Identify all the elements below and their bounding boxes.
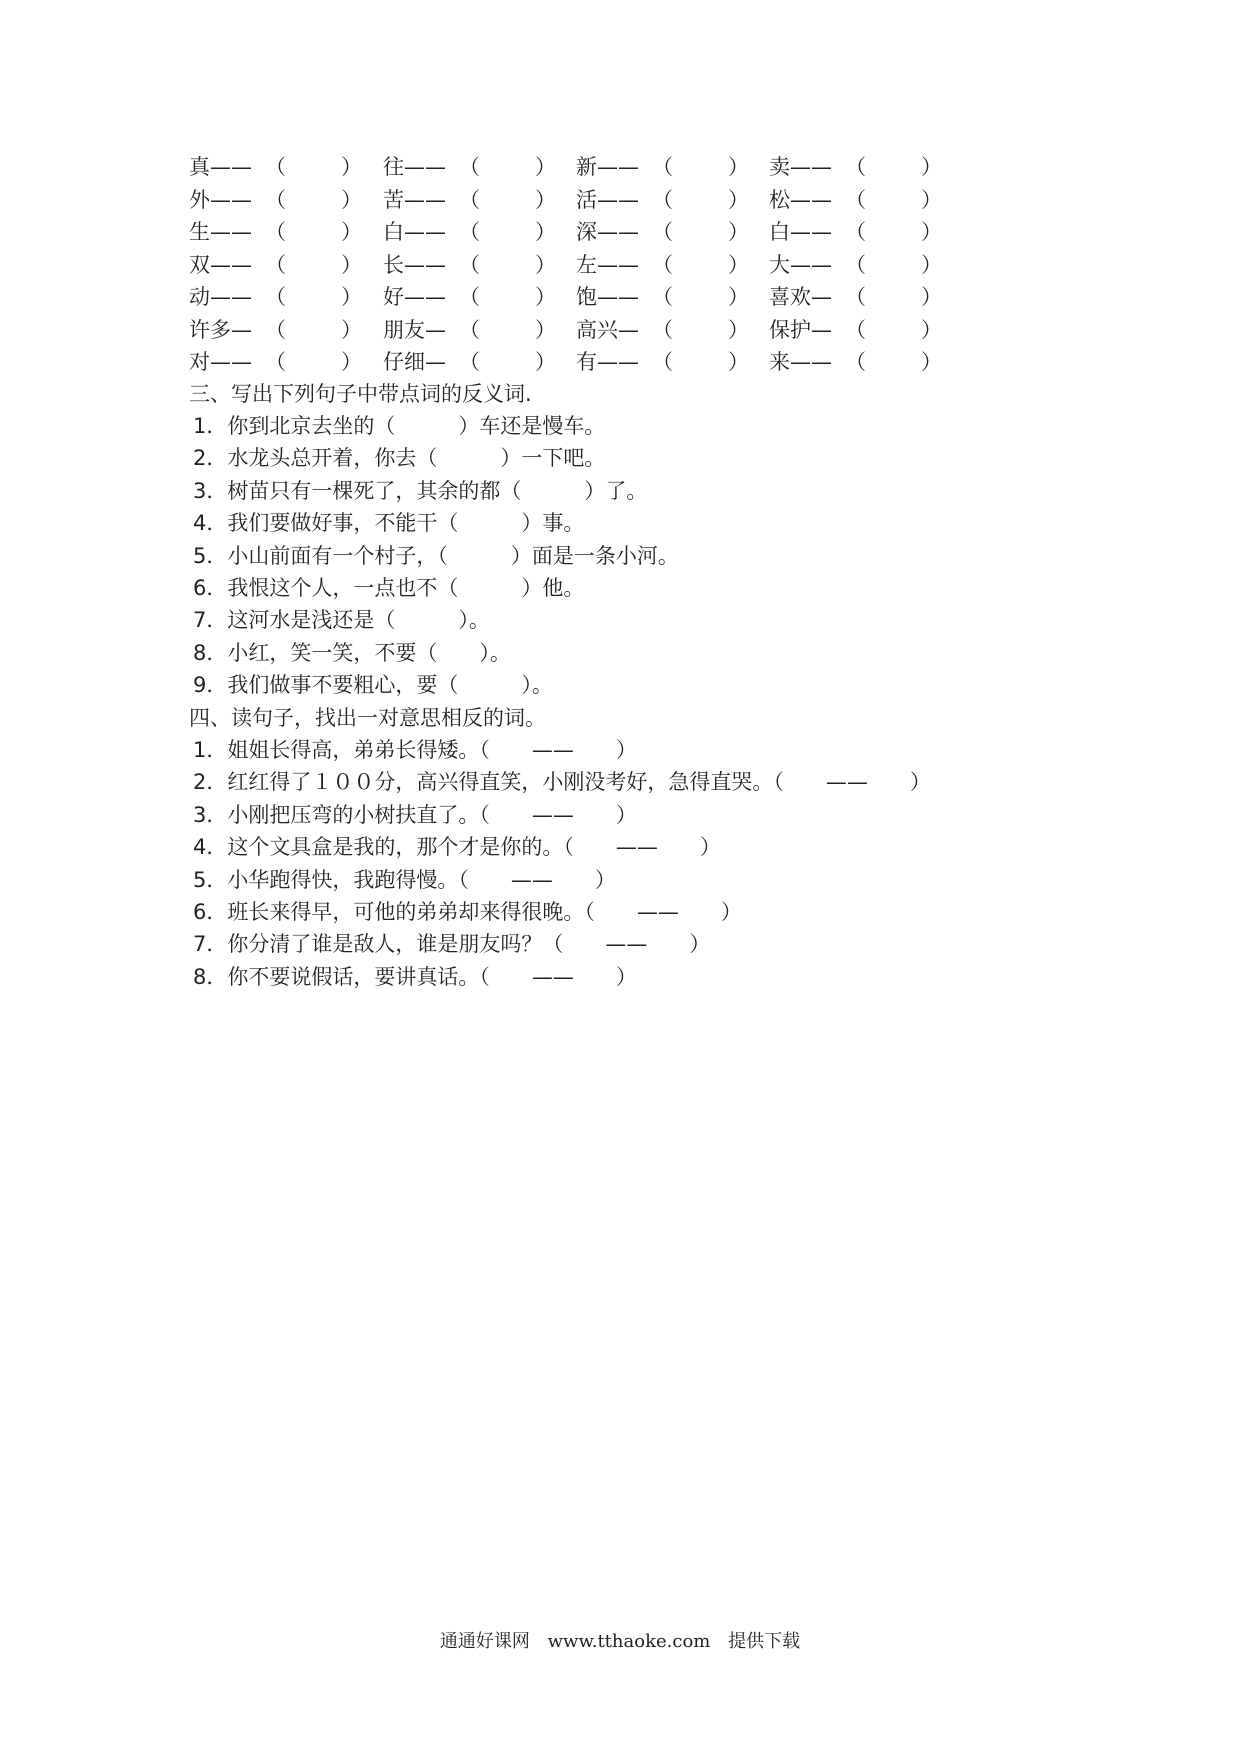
cell-word: 好	[383, 285, 404, 309]
cell-dash: ——	[790, 350, 832, 374]
cell-dash: ——	[404, 252, 446, 277]
cell-dash: ——	[404, 155, 446, 179]
cell-word: 动	[189, 285, 210, 309]
answer-blank-open[interactable]: （	[652, 285, 673, 309]
antonym-cell	[383, 216, 556, 248]
antonym-cell	[769, 314, 942, 346]
cell-dash: ——	[790, 220, 832, 244]
answer-blank-open[interactable]: （	[845, 317, 866, 342]
answer-blank-close: ）	[728, 285, 749, 309]
cell-dash: —	[618, 317, 639, 342]
cell-word: 仔细	[383, 350, 425, 374]
antonym-cell	[769, 151, 942, 183]
answer-blank-close: ）	[728, 220, 749, 244]
answer-blank-close: ）	[921, 220, 942, 244]
cell-dash: ——	[790, 155, 832, 179]
antonym-cell	[383, 281, 556, 313]
answer-blank-open[interactable]: （	[652, 220, 673, 244]
cell-dash: ——	[210, 187, 252, 212]
section4-question: 4．这个文具盒是我的，那个才是你的。（ —— ）	[193, 835, 721, 860]
answer-blank-open[interactable]: （	[652, 350, 673, 374]
answer-blank-close: ）	[728, 317, 749, 342]
section3-question: 3．树苗只有一棵死了，其余的都（ ）了。	[193, 478, 648, 503]
cell-dash: —	[425, 317, 446, 342]
cell-word: 卖	[769, 155, 790, 179]
cell-word: 双	[189, 252, 210, 277]
cell-word: 苦	[383, 187, 404, 212]
cell-dash: ——	[790, 187, 832, 212]
cell-dash: —	[811, 317, 832, 342]
section3-question: 1．你到北京去坐的（ ）车还是慢车。	[193, 414, 606, 438]
answer-blank-open[interactable]: （	[459, 187, 480, 212]
answer-blank-open[interactable]: （	[459, 252, 480, 277]
section4-question: 8．你不要说假话，要讲真话。（ —— ）	[193, 964, 637, 989]
answer-blank-open[interactable]: （	[459, 220, 480, 244]
answer-blank-open[interactable]: （	[265, 285, 286, 309]
section4-question: 3．小刚把压弯的小树扶直了。（ —— ）	[193, 802, 637, 827]
cell-word: 松	[769, 187, 790, 212]
answer-blank-close: ）	[921, 155, 942, 179]
answer-blank-close: ）	[728, 155, 749, 179]
answer-blank-close: ）	[921, 252, 942, 277]
antonym-cell	[189, 151, 362, 183]
antonym-cell	[189, 184, 362, 216]
answer-blank-close: ）	[535, 350, 556, 374]
antonym-cell	[189, 314, 362, 346]
cell-dash: ——	[597, 350, 639, 374]
antonym-cell	[576, 314, 749, 346]
antonym-cell	[576, 281, 749, 313]
antonym-cell	[769, 216, 942, 248]
section4-question: 1．姐姐长得高，弟弟长得矮。（ —— ）	[193, 738, 637, 762]
cell-dash: ——	[597, 187, 639, 212]
antonym-cell	[576, 249, 749, 281]
cell-word: 饱	[576, 285, 597, 309]
section4-question: 2．红红得了１００分，高兴得直笑，小刚没考好，急得直哭。（ —— ）	[193, 770, 931, 795]
cell-word: 白	[383, 220, 404, 244]
answer-blank-open[interactable]: （	[265, 155, 286, 179]
antonym-cell	[576, 184, 749, 216]
cell-word: 活	[576, 187, 597, 212]
answer-blank-close: ）	[921, 350, 942, 374]
cell-dash: —	[811, 285, 832, 309]
answer-blank-close: ）	[728, 187, 749, 212]
antonym-cell	[383, 346, 556, 378]
antonym-cell	[383, 184, 556, 216]
cell-word: 白	[769, 220, 790, 244]
antonym-cell	[189, 281, 362, 313]
answer-blank-close: ）	[535, 220, 556, 244]
answer-blank-open[interactable]: （	[652, 317, 673, 342]
antonym-cell	[769, 346, 942, 378]
section3-question: 2．水龙头总开着，你去（ ）一下吧。	[193, 446, 606, 471]
cell-dash: ——	[210, 155, 252, 179]
answer-blank-close: ）	[921, 317, 942, 342]
antonym-cell	[769, 281, 942, 313]
cell-word: 长	[383, 252, 404, 277]
cell-dash: ——	[210, 220, 252, 244]
answer-blank-close: ）	[341, 285, 362, 309]
cell-word: 新	[576, 155, 597, 179]
cell-word: 高兴	[576, 317, 618, 342]
answer-blank-close: ）	[728, 350, 749, 374]
cell-dash: ——	[404, 187, 446, 212]
antonym-cell	[576, 346, 749, 378]
antonym-cell	[769, 249, 942, 281]
section4-question: 7．你分清了谁是敌人，谁是朋友吗？（ —— ）	[193, 932, 711, 957]
cell-word: 来	[769, 350, 790, 374]
cell-word: 左	[576, 252, 597, 277]
antonym-cell	[383, 249, 556, 281]
footer	[0, 1630, 1240, 1654]
cell-dash: ——	[790, 252, 832, 277]
answer-blank-close: ）	[341, 317, 362, 342]
cell-dash: ——	[210, 285, 252, 309]
cell-dash: ——	[210, 350, 252, 374]
answer-blank-open[interactable]: （	[459, 155, 480, 179]
footer-url[interactable]: www.tthaoke.com	[547, 1631, 711, 1652]
cell-word: 往	[383, 155, 404, 179]
cell-dash: —	[231, 317, 252, 342]
section4-question: 5．小华跑得快，我跑得慢。（ —— ）	[193, 867, 616, 892]
answer-blank-close: ）	[535, 187, 556, 212]
antonym-cell	[189, 216, 362, 248]
answer-blank-open[interactable]: （	[845, 252, 866, 277]
answer-blank-open[interactable]: （	[265, 252, 286, 277]
section3-question: 5．小山前面有一个村子，（ ）面是一条小河。	[193, 543, 679, 568]
cell-word: 生	[189, 220, 210, 244]
answer-blank-open[interactable]: （	[265, 317, 286, 342]
cell-word: 保护	[769, 317, 811, 342]
cell-word: 朋友	[383, 317, 425, 342]
section4-question: 6．班长来得早，可他的弟弟却来得很晚。（ —— ）	[193, 900, 742, 924]
antonym-cell	[189, 249, 362, 281]
cell-word: 许多	[189, 317, 231, 342]
cell-word: 外	[189, 187, 210, 212]
answer-blank-open[interactable]: （	[652, 155, 673, 179]
answer-blank-close: ）	[341, 155, 362, 179]
answer-blank-close: ）	[535, 317, 556, 342]
footer-site-name: 通通好课网	[439, 1631, 530, 1652]
answer-blank-open[interactable]: （	[265, 350, 286, 374]
cell-dash: ——	[404, 285, 446, 309]
cell-dash: ——	[597, 155, 639, 179]
answer-blank-open[interactable]: （	[845, 350, 866, 374]
answer-blank-open[interactable]: （	[459, 317, 480, 342]
answer-blank-open[interactable]: （	[265, 187, 286, 212]
antonym-cell	[189, 346, 362, 378]
answer-blank-open[interactable]: （	[845, 155, 866, 179]
cell-word: 深	[576, 220, 597, 244]
answer-blank-open[interactable]: （	[845, 285, 866, 309]
section3-question: 8．小红，笑一笑，不要（ ）。	[193, 640, 511, 665]
answer-blank-close: ）	[341, 220, 362, 244]
cell-dash: ——	[597, 220, 639, 244]
cell-word: 大	[769, 252, 790, 277]
answer-blank-close: ）	[535, 285, 556, 309]
cell-dash: ——	[210, 252, 252, 277]
cell-dash: ——	[404, 220, 446, 244]
answer-blank-close: ）	[728, 252, 749, 277]
answer-blank-open[interactable]: （	[459, 350, 480, 374]
answer-blank-open[interactable]: （	[459, 285, 480, 309]
antonym-cell	[576, 151, 749, 183]
cell-dash: —	[425, 350, 446, 374]
cell-word: 喜欢	[769, 285, 811, 309]
antonym-cell	[576, 216, 749, 248]
antonym-cell	[769, 184, 942, 216]
answer-blank-close: ）	[535, 252, 556, 277]
cell-dash: ——	[597, 285, 639, 309]
answer-blank-open[interactable]: （	[845, 187, 866, 212]
answer-blank-close: ）	[535, 155, 556, 179]
footer-suffix: 提供下载	[728, 1631, 801, 1652]
section-3-title: 三、写出下列句子中带点词的反义词.	[189, 382, 532, 406]
answer-blank-close: ）	[921, 187, 942, 212]
cell-dash: ——	[597, 252, 639, 277]
section3-question: 9．我们做事不要粗心，要（ ）。	[193, 673, 553, 698]
cell-word: 对	[189, 350, 210, 374]
antonym-cell	[383, 314, 556, 346]
section3-question: 4．我们要做好事，不能干（ ）事。	[193, 511, 585, 536]
answer-blank-close: ）	[341, 350, 362, 374]
antonym-cell	[383, 151, 556, 183]
section-4-title: 四、读句子，找出一对意思相反的词。	[189, 706, 546, 730]
cell-word: 真	[189, 155, 210, 179]
answer-blank-close: ）	[921, 285, 942, 309]
answer-blank-close: ）	[341, 187, 362, 212]
answer-blank-open[interactable]: （	[652, 252, 673, 277]
answer-blank-open[interactable]: （	[652, 187, 673, 212]
cell-word: 有	[576, 350, 597, 374]
section3-question: 6．我恨这个人，一点也不（ ）他。	[193, 576, 585, 600]
answer-blank-open[interactable]: （	[265, 220, 286, 244]
section3-question: 7．这河水是浅还是（ ）。	[193, 608, 490, 633]
answer-blank-close: ）	[341, 252, 362, 277]
answer-blank-open[interactable]: （	[845, 220, 866, 244]
